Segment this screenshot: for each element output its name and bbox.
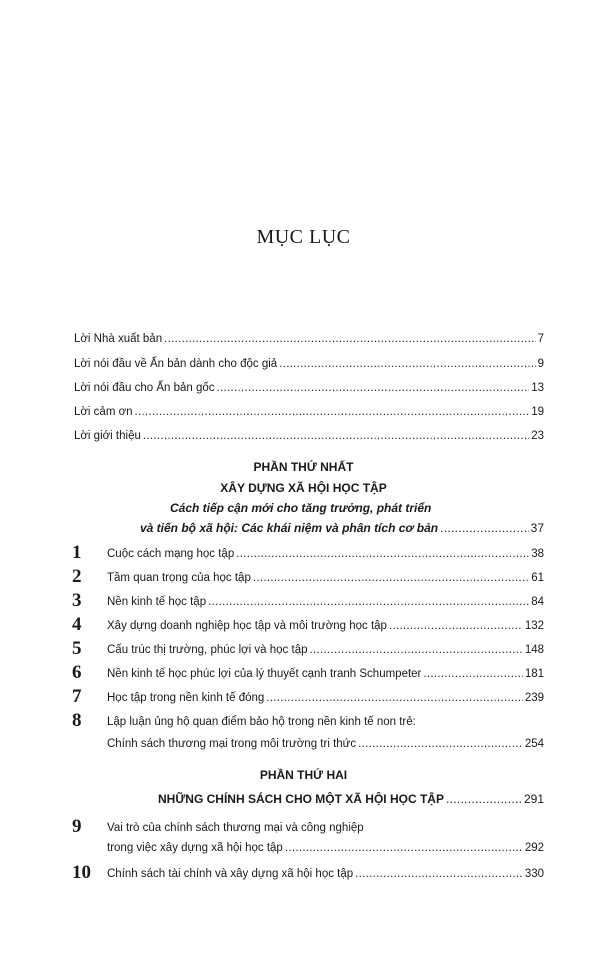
- toc-entry[interactable]: [74, 430, 544, 442]
- dot-leader: [143, 430, 529, 442]
- toc-entry[interactable]: [107, 620, 544, 632]
- entry-label: Học tập trong nền kinh tế đóng: [107, 692, 265, 704]
- chapter-number: 8: [72, 710, 82, 731]
- entry-label: Lời nói đầu cho Ấn bản gốc: [74, 382, 215, 394]
- entry-label[interactable]: Vai trò của chính sách thương mại và công nghiệp: [107, 822, 364, 834]
- entry-page: 239: [524, 692, 544, 704]
- entry-page: 132: [524, 620, 544, 632]
- toc-entry[interactable]: [74, 358, 544, 370]
- dot-leader: [266, 692, 523, 704]
- entry-label: Nền kinh tế học tập: [107, 596, 207, 608]
- entry-label: Tầm quan trọng của học tập: [107, 572, 251, 584]
- entry-page: 19: [531, 406, 544, 418]
- entry-label: Lời nói đầu về Ấn bản dành cho độc giả: [74, 358, 278, 370]
- part-title[interactable]: XÂY DỰNG XÃ HỘI HỌC TẬP: [220, 481, 387, 495]
- part-heading: PHẦN THỨ NHẤT: [253, 460, 354, 474]
- toc-entry[interactable]: [140, 521, 544, 535]
- dot-leader: [135, 406, 530, 418]
- dot-leader: [355, 868, 523, 880]
- entry-label: Cuộc cách mạng học tập: [107, 548, 235, 560]
- entry-page: 7: [537, 333, 544, 345]
- entry-label: Xây dựng doanh nghiệp học tập và môi trường học tập: [107, 620, 387, 632]
- toc-entry[interactable]: [107, 572, 544, 584]
- part-subtitle: và tiến bộ xã hội: Các khái niệm và phân tích cơ bản: [140, 521, 439, 535]
- toc-entry[interactable]: [107, 738, 544, 750]
- toc-entry[interactable]: [107, 548, 544, 560]
- part-subtitle: Cách tiếp cận mới cho tăng trưởng, phát triển: [170, 501, 432, 515]
- toc-entry[interactable]: [74, 382, 544, 394]
- toc-entry[interactable]: [107, 644, 544, 656]
- chapter-number: 4: [72, 614, 82, 635]
- entry-label: Lời Nhà xuất bản: [74, 333, 163, 345]
- page-title: MỤC LỤC: [256, 226, 351, 248]
- entry-label: Lời cảm ơn: [74, 406, 133, 418]
- dot-leader: [164, 333, 535, 345]
- toc-entry[interactable]: [74, 406, 544, 418]
- entry-page: 254: [524, 738, 544, 750]
- dot-leader: [440, 521, 529, 535]
- entry-page: 292: [524, 842, 544, 854]
- dot-leader: [253, 572, 529, 584]
- entry-page: 61: [531, 572, 544, 584]
- chapter-number: 7: [72, 686, 82, 707]
- entry-label: trong việc xây dựng xã hội học tập: [107, 842, 283, 854]
- toc-entry[interactable]: [107, 868, 544, 880]
- dot-leader: [236, 548, 529, 560]
- chapter-number: 1: [72, 542, 82, 563]
- dot-leader: [208, 596, 529, 608]
- entry-label: Nền kinh tế học phúc lợi của lý thuyết cạnh tranh Schumpeter: [107, 668, 422, 680]
- dot-leader: [279, 358, 535, 370]
- dot-leader: [217, 382, 530, 394]
- chapter-number: 3: [72, 590, 82, 611]
- entry-page: 84: [531, 596, 544, 608]
- toc-entry[interactable]: [107, 596, 544, 608]
- toc-entry[interactable]: [107, 668, 544, 680]
- entry-page: 37: [530, 521, 544, 535]
- entry-label: Chính sách tài chính và xây dựng xã hội học tập: [107, 868, 354, 880]
- dot-leader: [285, 842, 523, 854]
- entry-label: Lời giới thiệu: [74, 430, 141, 442]
- part-heading: PHẦN THỨ HAI: [259, 768, 348, 782]
- chapter-number: 10: [72, 862, 91, 883]
- entry-label[interactable]: Lập luận ủng hộ quan điểm bảo hộ trong nền kinh tế non trẻ:: [107, 716, 416, 728]
- entry-label: Cấu trúc thị trường, phúc lợi và học tập: [107, 644, 308, 656]
- part-title: NHỮNG CHÍNH SÁCH CHO MỘT XÃ HỘI HỌC TẬP: [158, 792, 444, 806]
- entry-page: 23: [531, 430, 544, 442]
- entry-page: 38: [531, 548, 544, 560]
- entry-page: 13: [531, 382, 544, 394]
- dot-leader: [423, 668, 522, 680]
- dot-leader: [446, 792, 522, 806]
- dot-leader: [310, 644, 523, 656]
- toc-entry[interactable]: [107, 692, 544, 704]
- entry-page: 148: [524, 644, 544, 656]
- chapter-number: 9: [72, 816, 82, 837]
- entry-page: 9: [537, 358, 544, 370]
- toc-entry[interactable]: [74, 333, 544, 345]
- chapter-number: 5: [72, 638, 82, 659]
- entry-page: 291: [523, 792, 544, 806]
- chapter-number: 6: [72, 662, 82, 683]
- toc-entry[interactable]: [158, 792, 544, 806]
- entry-page: 330: [524, 868, 544, 880]
- entry-label: Chính sách thương mại trong môi trường tri thức: [107, 738, 357, 750]
- entry-page: 181: [524, 668, 544, 680]
- dot-leader: [389, 620, 523, 632]
- dot-leader: [358, 738, 523, 750]
- chapter-number: 2: [72, 566, 82, 587]
- toc-entry[interactable]: [107, 842, 544, 854]
